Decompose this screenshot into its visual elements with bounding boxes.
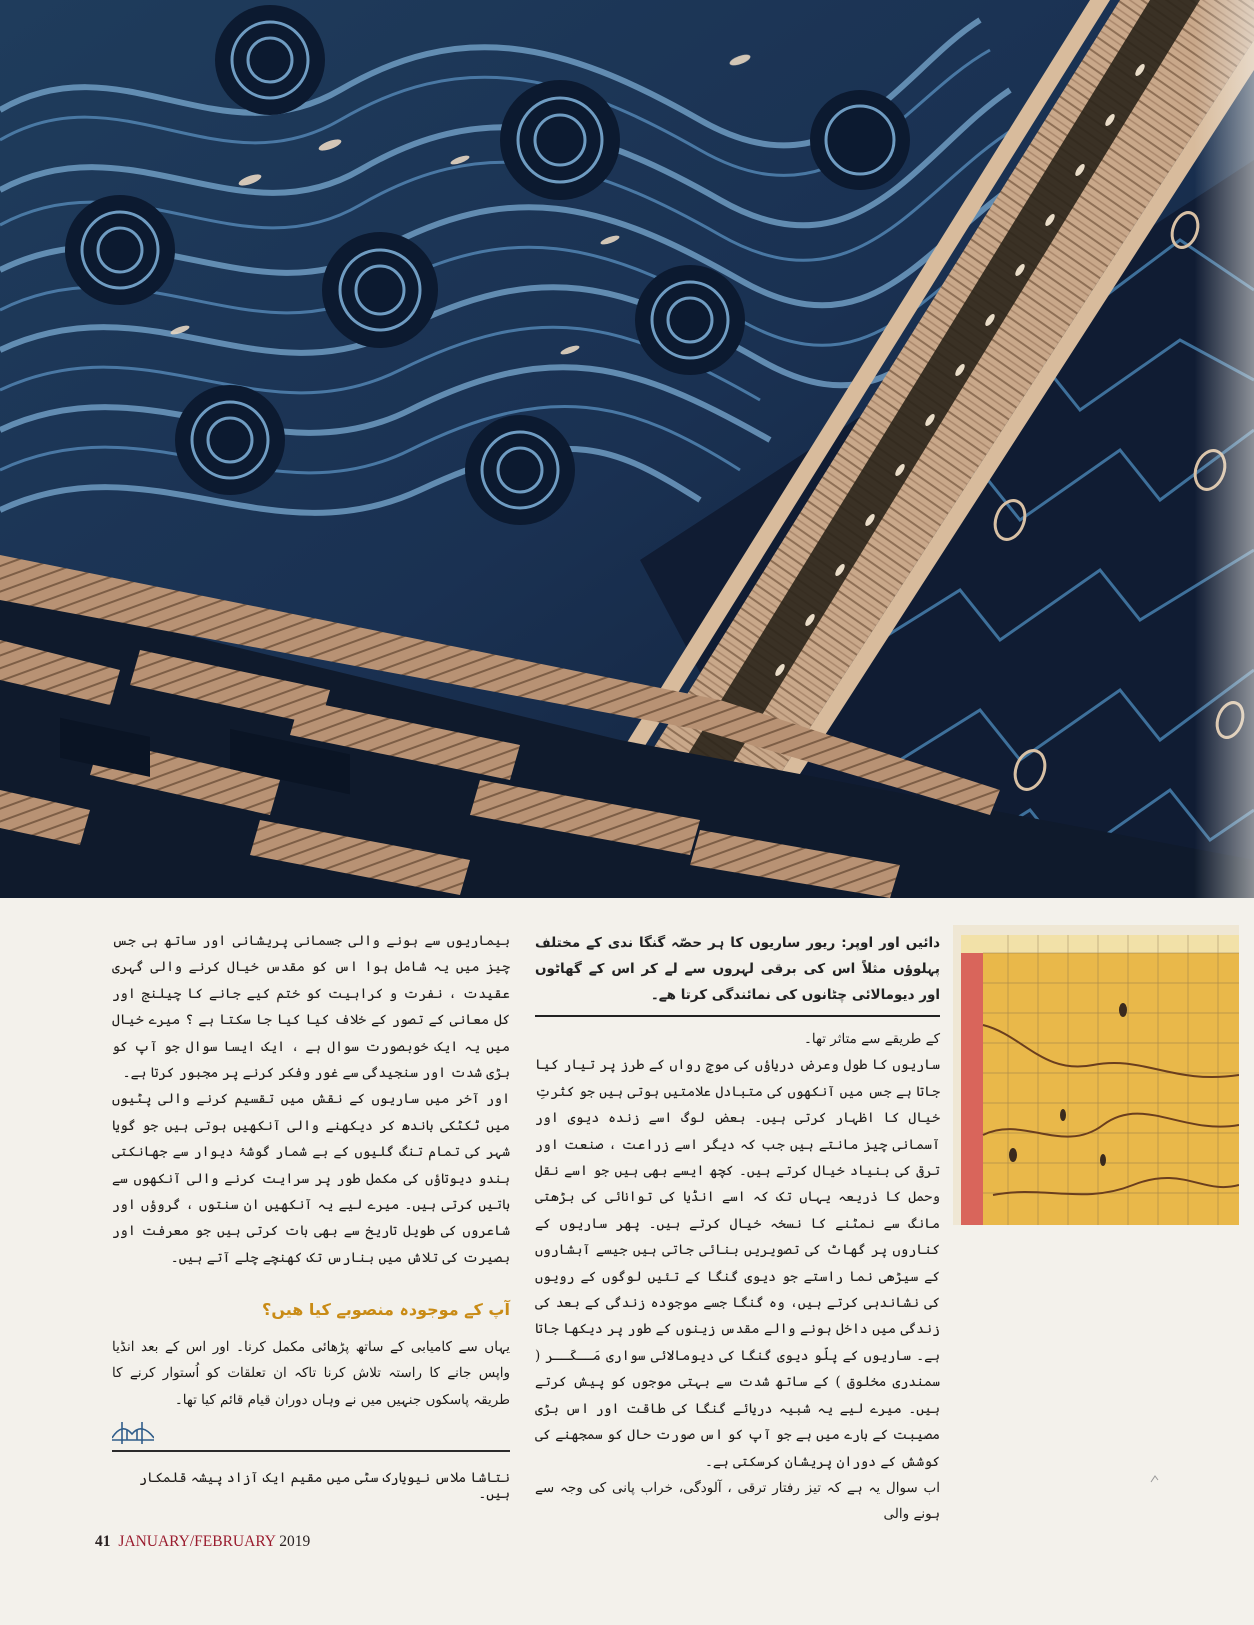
- middle-text-column: [535, 1026, 940, 1528]
- page-footer: [95, 1533, 310, 1551]
- answer-paragraph: یہاں سے کامیابی کے ساتھ پڑھائی مکمل کرنا۔ اور اس کے بعد انڈیا واپس جانے کا راستہ تلاش کرنا تاکہ ان تعلقات کو اُستوار کرنے کا طریقہ پاسکوں جنہیں میں نے وہاں دوران قیام قائم کیا تھا۔: [112, 1339, 510, 1408]
- caption-divider: [535, 1015, 940, 1017]
- issue-label: JANUARY/FEBRUARY: [118, 1533, 276, 1550]
- bio-divider: [112, 1450, 510, 1452]
- paragraph: کے طریقے سے متاثر تھا۔: [803, 1031, 940, 1047]
- author-bio: نتاشا ملاس نیویارک سٹی میں مقیم ایک آزاد پیشہ قلمکار ہیں۔: [139, 1470, 510, 1502]
- left-text-column: [112, 928, 510, 1271]
- paragraph: ساریوں کا طول وعرض دریاؤں کی موجِ رواں کے طرز پر تیار کیا جاتا ہے جس میں آنکھوں کی متبادل علامتیں ہوتی ہیں جو کثرتِ خیال کا اظہار کرتی ہیں۔ بعض لوگ اسے زندہ دیوی اور آسمانی چیز مانتے ہیں جب کہ دیگر اسے زراعت ، صنعت اور ترقی کی بنیاد خیال کرتے ہیں۔ کچھ ایسے بھی ہیں جو اسے نقل وحمل کا ذریعہ یہاں تک کہ اسے انڈیا کی توانائی کی بڑھتی مانگ سے نمٹنے کا نسخہ خیال کرتے ہیں۔ پھر ساریوں کے کناروں پر گھاٹ کی تصویریں بنائی جاتی ہیں جیسے آبشاروں کے سیڑھی نما راستے جو دیوی گنگا کے تئیں لوگوں کے رویوں کی نشاندہی کرتے ہیں، وہ گنگا جسے موجودہ زندگی کے بعد کی زندگی میں داخل ہونے والے مقدس زینوں کے طور پر دیکھا جاتا ہے۔ ساریوں کے پلّو دیوی گنگا کی دیومالائی سواری مَــکَــر ( سمندری مخلوق ) کے ساتھ شدت سے بہتی موجوں کو پیش کرتے ہیں۔ میرے لیے یہ شبیہ دریائے گنگا کی طاقت اور اس بڑی مصیبت کے بارے میں ہے جو آپ کو اس صورت حال کو سمجھنے کی کوشش کے دوران پریشان کرسکتی ہے۔: [535, 1057, 940, 1470]
- issue-year: 2019: [279, 1533, 311, 1550]
- stray-mark: [1148, 1472, 1162, 1486]
- river-sketch-image: [953, 925, 1239, 1225]
- paragraph: اور آخر میں ساریوں کے نقش میں تقسیم کرنے والی پٹیوں میں ٹکٹکی باندھ کر دیکھنے والی آنکھیں ہوتی ہیں جو گویا شہر کی تمام تنگ گلیوں کے بے شمار گوشۂ دیوار سے جھانکتی ہندو دیوتاؤں کی مکمل طور پر سرایت کرنے والی آنکھوں سے باتیں کرتی ہیں۔ میرے لیے یہ آنکھیں ان سنتوں ، گروؤں اور شاعروں کی طویل تاریخ سے بھی بات کرتی ہیں جو معرفت اور بصیرت کی تلاش میں بنارس تک کھنچے چلے آتے ہیں۔: [112, 1091, 510, 1266]
- paragraph: اب سوال یہ ہے کہ تیز رفتار ترقی ، آلودگی، خراب پانی کی وجہ سے ہونے والی: [535, 1479, 940, 1523]
- page-number: 41: [95, 1533, 111, 1550]
- section-heading: آپ کے موجودہ منصوبے کیا ھیں؟: [262, 1300, 510, 1319]
- bridge-icon: [112, 1418, 154, 1448]
- photo-caption: دائیں اور اوپر: ریور ساریوں کا ہر حصّہ گنگا ندی کے مختلف پہلوؤں مثلاً اس کی برقی لہروں سے لے کر اس کے گھاٹوں اور دیومالائی چٹانوں کی نمائندگی کرتا ھے۔: [535, 935, 940, 1003]
- paragraph: بیماریوں سے ہونے والی جسمانی پریشانی اور ساتھ ہی جس چیز میں یہ شامل ہوا اس کو مقدس خیال کرنے والی گہری عقیدت ، نفرت و کراہیت کو ختم کیے جانے کا چیلنج اور کل معانی کے تصور کے خلاف کیا کیا جا سکتا ہے ؟ میرے خیال میں یہ ایک خوبصورت سوال ہے ، ایک ایسا سوال جو آپ کو بڑی شدت اور سنجیدگی سے غور وفکر کرنے پر مجبور کرتا ہے۔: [112, 933, 510, 1082]
